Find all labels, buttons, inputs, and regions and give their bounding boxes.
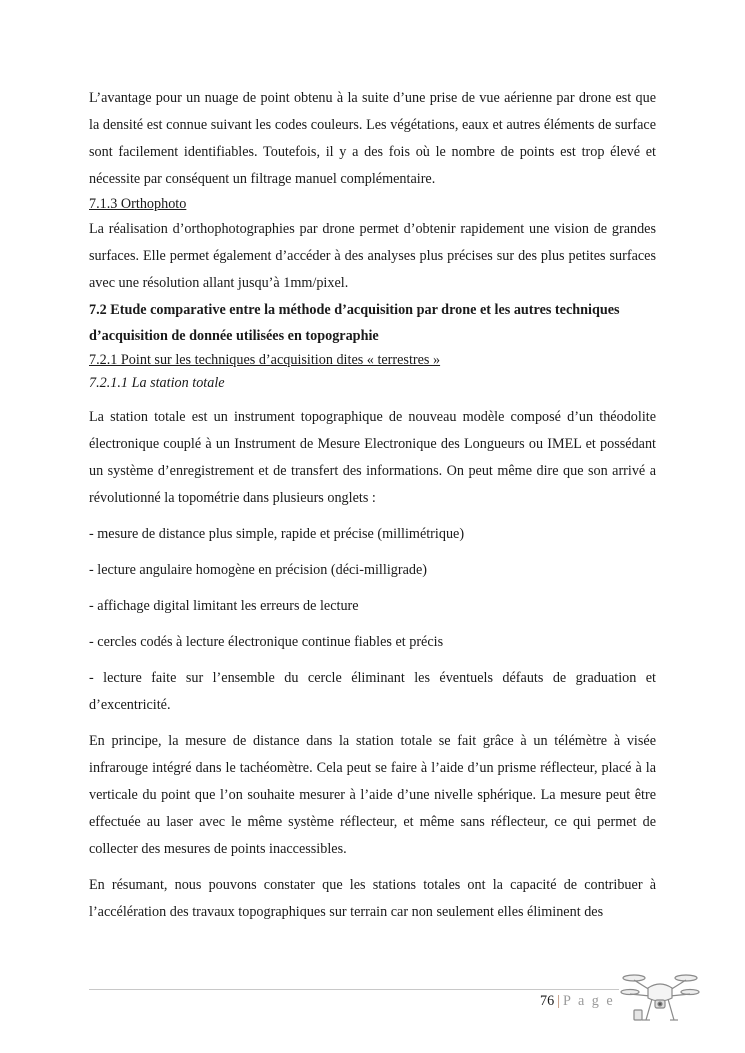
section-heading-7-2: 7.2 Etude comparative entre la méthode d’acquisition par drone et les autres techniques d’acquisition de donnée utilisées en topographie	[89, 302, 620, 344]
paragraph-station-totale: La station totale est un instrument topographique de nouveau modèle composé d’un théodolite électronique couplé à un Instrument de Mesure Electronique des Longueurs ou IMEL et possédant un système d’enregistrement et de transfert des informations. On peut même dire que son arrivé a révolutionné la topométrie dans plusieurs onglets :	[89, 409, 656, 506]
section-heading-7-2-1-1: 7.2.1.1 La station totale	[89, 375, 225, 391]
list-item-angulaire: - lecture angulaire homogène en précision (déci-milligrade)	[89, 562, 427, 578]
paragraph-orthophoto: La réalisation d’orthophotographies par drone permet d’obtenir rapidement une vision de grandes surfaces. Elle permet également d’accéder à des analyses plus précises sur des plus petites surfaces avec une résolution allant jusqu’à 1mm/pixel.	[89, 221, 656, 291]
list-item-affichage: - affichage digital limitant les erreurs de lecture	[89, 598, 359, 614]
page-number: 76	[540, 993, 555, 1009]
list-item-lecture: - lecture faite sur l’ensemble du cercle éliminant les éventuels défauts de graduation et d’excentricité.	[89, 670, 656, 713]
paragraph-principe: En principe, la mesure de distance dans la station totale se fait grâce à un télémètre à visée infrarouge intégré dans le tachéomètre. Cela peut se faire à l’aide d’un prisme réflecteur, placé à la verticale du point que l’on souhaite mesurer à l’aide d’une nivelle sphérique. La mesure peut être effectuée au laser avec le même système réflecteur, et même sans réflecteur, ce qui permet de collecter des mesures de points inaccessibles.	[89, 733, 656, 857]
document-body	[89, 85, 656, 926]
drone-icon	[620, 966, 700, 1030]
paragraph-resumant: En résumant, nous pouvons constater que les stations totales ont la capacité de contribuer à l’accélération des travaux topographiques sur terrain car non seulement elles éliminent des	[89, 877, 656, 920]
paragraph-point-cloud: L’avantage pour un nuage de point obtenu à la suite d’une prise de vue aérienne par drone est que la densité est connue suivant les codes couleurs. Les végétations, eaux et autres éléments de surface sont facilement identifiables. Toutefois, il y a des fois où le nombre de points est trop élevé et nécessite par conséquent un filtrage manuel complémentaire.	[89, 90, 656, 187]
list-item-distance: - mesure de distance plus simple, rapide et précise (millimétrique)	[89, 526, 465, 542]
list-item-cercles: - cercles codés à lecture électronique continue fiables et précis	[89, 634, 444, 650]
section-heading-7-1-3: 7.1.3 Orthophoto	[89, 196, 187, 212]
page-separator: |	[557, 993, 561, 1009]
footer-divider	[89, 989, 619, 990]
page-label: P a g e	[563, 993, 615, 1009]
section-heading-7-2-1: 7.2.1 Point sur les techniques d’acquisition dites « terrestres »	[89, 352, 441, 368]
page-footer	[540, 993, 615, 1010]
